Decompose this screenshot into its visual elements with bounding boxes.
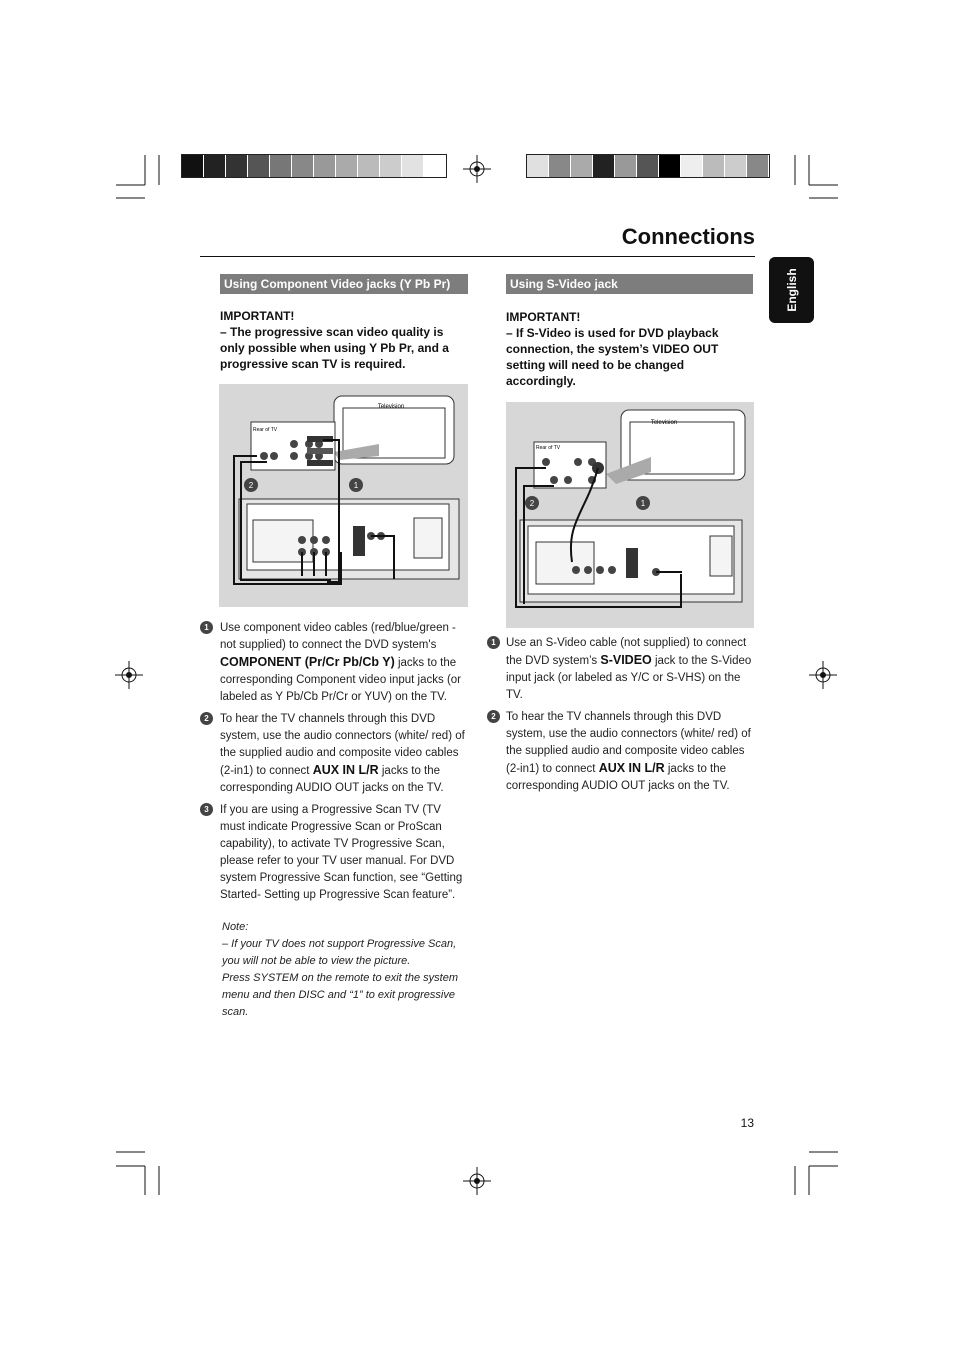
left-important-label: IMPORTANT! (220, 309, 295, 323)
right-important (506, 309, 751, 389)
left-section-heading: Using Component Video jacks (Y Pb Pr) (220, 274, 468, 294)
step-number-badge: 2 (200, 712, 213, 725)
step-number-badge: 1 (487, 636, 500, 649)
note-label: Note: (222, 921, 249, 933)
note-line-2: Press SYSTEM on the remote to exit the system menu and then DISC and “1” to exit progressive scan. (222, 972, 458, 1018)
left-marker-2: 2 (248, 481, 254, 490)
left-connection-diagram (219, 384, 468, 607)
step-text: To hear the TV channels through this DVD system, use the audio connectors (white/ red) of the supplied audio and composite video cables (2-in1) to connect (220, 713, 465, 777)
step-number-badge: 2 (487, 710, 500, 723)
step-text: To hear the TV channels through this DVD system, use the audio connectors (white/ red) of the supplied audio and composite video cables (2-in1) to connect (506, 711, 751, 775)
s-video-wiring-illustration (506, 402, 754, 628)
step-bold-text: S-VIDEO (600, 653, 652, 667)
page-number: 13 (740, 1116, 754, 1130)
component-video-wiring-illustration (219, 384, 468, 607)
right-connection-diagram (506, 402, 754, 628)
language-tab (769, 257, 814, 323)
right-marker-2: 2 (529, 499, 535, 508)
step-number-badge: 1 (200, 621, 213, 634)
left-rear-tv-label: Rear of TV (253, 427, 278, 433)
left-note (222, 919, 462, 1021)
left-tv-label: Television (377, 404, 405, 410)
step-text-end: jacks to the corresponding AUDIO OUT jacks on the TV. (506, 763, 730, 792)
page-title: Connections (621, 224, 755, 249)
left-marker-1: 1 (353, 481, 359, 490)
step-bold-text: AUX IN L/R (312, 763, 379, 777)
left-important (220, 308, 465, 372)
step-text: Use component video cables (red/blue/green - not supplied) to connect the DVD system's (220, 622, 456, 651)
right-tv-label: Television (650, 420, 678, 426)
step-text: If you are using a Progressive Scan TV (TV must indicate Progressive Scan or ProScan capability), to activate TV Progressive Scan, please refer to your TV user manual. For DVD system Progressive Scan function, see “Getting Started- Setting up Progressive Scan feature”. (220, 804, 463, 901)
step-bold-text: AUX IN L/R (598, 761, 665, 775)
language-tab-label: English (784, 268, 799, 312)
right-section-heading: Using S-Video jack (506, 274, 753, 294)
note-line-1: – If your TV does not support Progressive Scan, you will not be able to view the picture. (222, 938, 457, 967)
step-number-badge: 3 (200, 803, 213, 816)
title-rule (200, 256, 755, 257)
step-text-end: jacks to the corresponding Component video input jacks (or labeled as Y Pb/Cb Pr/Cr or YUV) on the TV. (220, 657, 461, 703)
step-text-end: jack to the S-Video input jack (or labeled as Y/C or S-VHS) on the TV. (506, 655, 752, 701)
step-text: Use an S-Video cable (not supplied) to connect the DVD system’s (506, 637, 747, 667)
right-rear-tv-label: Rear of TV (536, 445, 561, 451)
right-marker-1: 1 (640, 499, 646, 508)
right-important-text: – If S-Video is used for DVD playback connection, the system’s VIDEO OUT setting will need to be changed accordingly. (506, 326, 719, 388)
right-important-label: IMPORTANT! (506, 310, 581, 324)
step-text-end: jacks to the corresponding AUDIO OUT jacks on the TV. (220, 765, 444, 794)
step-bold-text: COMPONENT (Pr/Cr Pb/Cb Y) (220, 655, 395, 669)
left-important-text: – The progressive scan video quality is only possible when using Y Pb Pr, and a progressive scan TV is required. (220, 325, 449, 371)
